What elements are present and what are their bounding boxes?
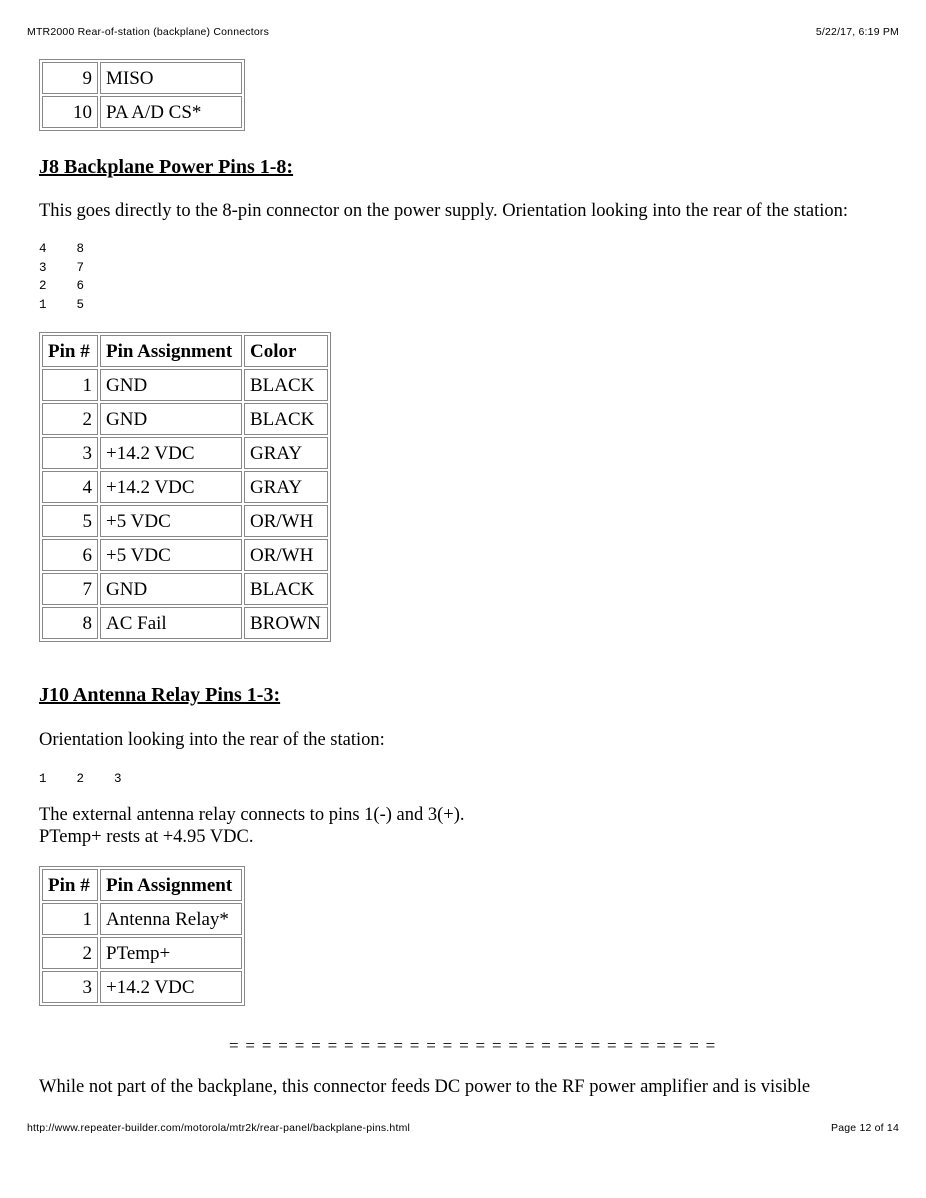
wire-color: BLACK <box>244 403 328 435</box>
pin-number: 2 <box>42 403 98 435</box>
pin-assignment: AC Fail <box>100 607 242 639</box>
table-row <box>42 539 328 571</box>
pin-assignment: MISO <box>100 62 242 94</box>
pin-assignment: GND <box>100 369 242 401</box>
pin-number: 8 <box>42 607 98 639</box>
j10-pin-table <box>39 866 245 1006</box>
j8-description: This goes directly to the 8-pin connector on the power supply. Orientation looking into the rear of the station: <box>39 201 849 221</box>
prev-pin-table <box>39 59 245 131</box>
pin-assignment: Antenna Relay* <box>100 903 242 935</box>
table-row <box>42 903 242 935</box>
column-header-pin: Pin # <box>42 869 98 901</box>
pin-assignment: GND <box>100 403 242 435</box>
closing-paragraph: While not part of the backplane, this connector feeds DC power to the RF power amplifier and is visible <box>39 1077 811 1097</box>
column-header-color: Color <box>244 335 328 367</box>
j8-heading: J8 Backplane Power Pins 1-8: <box>39 156 294 178</box>
pin-number: 2 <box>42 937 98 969</box>
pin-assignment: +5 VDC <box>100 539 242 571</box>
table-row <box>42 403 328 435</box>
page-number: Page 12 of 14 <box>831 1122 899 1134</box>
wire-color: OR/WH <box>244 505 328 537</box>
table-row <box>42 369 328 401</box>
section-separator: = = = = = = = = = = = = = = = = = = = = = = = = = = = = = = <box>229 1036 717 1055</box>
column-header-assignment: Pin Assignment <box>100 335 242 367</box>
j10-orientation-diagram: 1 2 3 <box>39 772 122 786</box>
page-footer <box>27 1122 899 1134</box>
table-header-row <box>42 869 242 901</box>
page-header <box>27 26 899 38</box>
table-row <box>42 937 242 969</box>
pin-number: 9 <box>42 62 98 94</box>
pin-number: 1 <box>42 903 98 935</box>
pin-number: 7 <box>42 573 98 605</box>
j8-pin-table <box>39 332 331 642</box>
table-row <box>42 62 242 94</box>
pin-number: 4 <box>42 471 98 503</box>
table-row <box>42 971 242 1003</box>
table-row <box>42 505 328 537</box>
pin-number: 1 <box>42 369 98 401</box>
pin-number: 6 <box>42 539 98 571</box>
j10-heading: J10 Antenna Relay Pins 1-3: <box>39 684 281 706</box>
j10-note-line-1: The external antenna relay connects to pins 1(-) and 3(+). <box>39 805 465 825</box>
source-url: http://www.repeater-builder.com/motorola/mtr2k/rear-panel/backplane-pins.html <box>27 1122 411 1134</box>
pin-number: 3 <box>42 971 98 1003</box>
pin-assignment: +14.2 VDC <box>100 437 242 469</box>
document-title: MTR2000 Rear-of-station (backplane) Connectors <box>27 26 270 38</box>
wire-color: GRAY <box>244 471 328 503</box>
pin-number: 3 <box>42 437 98 469</box>
j10-description: Orientation looking into the rear of the station: <box>39 730 385 750</box>
table-row <box>42 573 328 605</box>
table-row <box>42 471 328 503</box>
table-row <box>42 96 242 128</box>
wire-color: BLACK <box>244 369 328 401</box>
column-header-assignment: Pin Assignment <box>100 869 242 901</box>
pin-assignment: PA A/D CS* <box>100 96 242 128</box>
wire-color: OR/WH <box>244 539 328 571</box>
table-row <box>42 437 328 469</box>
pin-number: 10 <box>42 96 98 128</box>
pin-assignment: +14.2 VDC <box>100 971 242 1003</box>
print-datetime: 5/22/17, 6:19 PM <box>815 26 899 38</box>
pin-assignment: +14.2 VDC <box>100 471 242 503</box>
pin-assignment: PTemp+ <box>100 937 242 969</box>
pin-assignment: GND <box>100 573 242 605</box>
wire-color: GRAY <box>244 437 328 469</box>
column-header-pin: Pin # <box>42 335 98 367</box>
j8-orientation-diagram: 4 8 3 7 2 6 1 5 <box>39 242 85 312</box>
table-header-row <box>42 335 328 367</box>
wire-color: BLACK <box>244 573 328 605</box>
j10-note-line-2: PTemp+ rests at +4.95 VDC. <box>39 827 254 847</box>
wire-color: BROWN <box>244 607 328 639</box>
pin-number: 5 <box>42 505 98 537</box>
table-row <box>42 607 328 639</box>
pin-assignment: +5 VDC <box>100 505 242 537</box>
